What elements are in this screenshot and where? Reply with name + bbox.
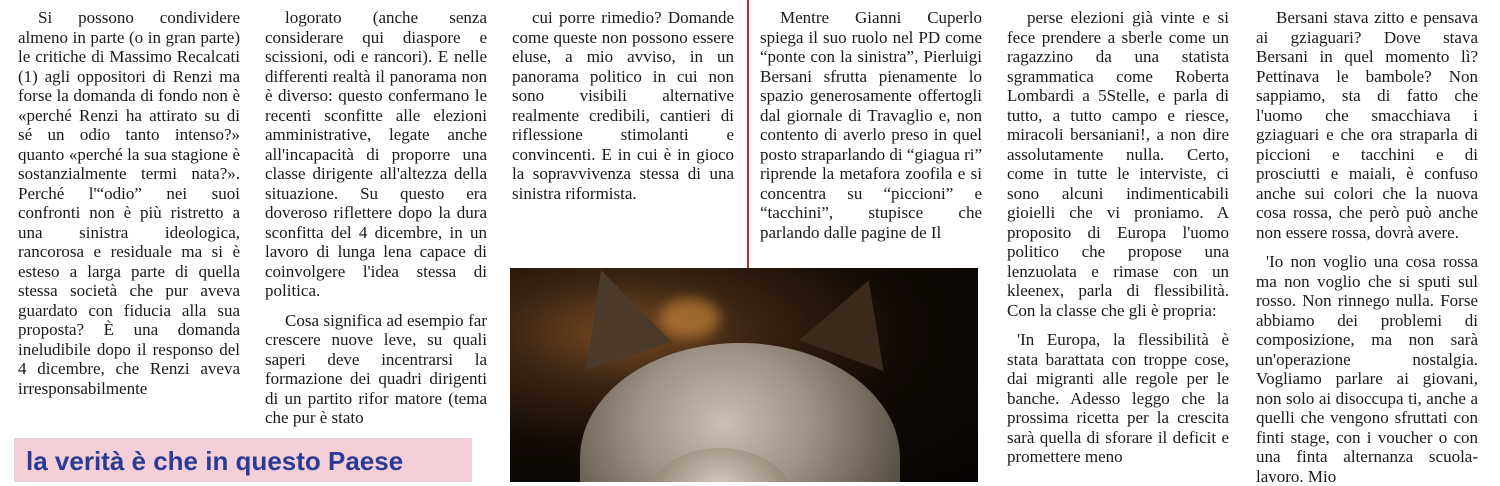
paragraph: Si possono condividere almeno in parte (o in gran parte) le critiche di Massimo Recalcati (1) agli oppositori di Renzi ma forse la domanda di fondo non è «perché Renzi ha attirato su di sé un odio tanto intenso?» quanto «perché la sua stagione è sostanzialmente termi nata?». Perché l'“odio” nei suoi confronti non è più ristretto a una sinistra ideologica, rancorosa e residuale ma si è esteso a larga parte di quella stessa società che pur aveva guardato con fiducia alla sua proposta? È una domanda ineludibile dopo il responso del 4 dicembre, che Renzi aveva irresponsabilmente xyxy=(18,8,240,398)
paragraph: Cosa significa ad esempio far crescere nuove leve, su quali saperi deve incentrarsi la formazione dei quadri dirigenti di un partito rifor matore (tema che pur è stato xyxy=(265,310,487,427)
column-4 xyxy=(760,8,982,242)
paragraph: logorato (anche senza considerare qui diaspore e scissioni, odi e rancori). E nelle differenti realtà il panorama non è diverso: questo confermano le recenti sconfitte alle elezioni amministrative, legate anche all'incapacità di proporre una classe dirigente all'altezza della situazione. Su questo era doveroso riflettere dopo la dura sconfitta del 4 dicembre, in un lavoro di lunga lena capace di coinvolgere l'idea stessa di politica. xyxy=(265,8,487,300)
paragraph: perse elezioni già vinte e si fece prendere a sberle come un ragazzino da una statista sgrammatica come Roberta Lombardi a 5Stelle, e parla di tutto, a tutto campo e riesce, miracoli bersaniani!, a non dire assolutamente nulla. Certo, come in tutte le interviste, ci sono alcuni indimenticabili gioielli che vi proniamo. A proposito di Europa l'uomo politico che propose una lenzuolata e rimase con un kleenex, parla di flessibilità. Con la classe che gli è propria: xyxy=(1007,8,1229,320)
column-2 xyxy=(265,8,487,428)
pull-quote xyxy=(14,438,472,482)
cat-ear-right xyxy=(799,268,911,371)
paragraph: Bersani stava zitto e pensava ai gziaguari? Dove stava Bersani in quel momento lì? Pettinava le bambole? Non sappiamo, sta di fatto che l'uomo che smacchiava i gziaguari e che ora straparla di piccioni e tacchini e di prosciutti e maiali, è confuso anche sui colori che la nuova cosa rossa, che però può anche non essere rossa, dovrà avere. xyxy=(1256,8,1478,242)
paragraph: Mentre Gianni Cuperlo spiega il suo ruolo nel PD come “ponte con la sinistra”, Pierluigi Bersani sfrutta pienamente lo spazio generosamente offertogli dal giornale di Travaglio e, non contento di averlo preso in quel posto straparlando di “giagua ri” riprende la metafora zoofila e si concentra su “piccioni” e “tacchini”, stupisce che parlando dalle pagine de Il xyxy=(760,8,982,242)
column-5 xyxy=(1007,8,1229,467)
cat-muzzle xyxy=(645,448,795,482)
article-photo xyxy=(510,268,978,482)
paragraph: cui porre rimedio? Domande come queste non possono essere eluse, a mio avviso, in un panorama politico in cui non sono visibili alternative realmente credibili, cantieri di riflessione stimolanti e convincenti. E in cui è in gioco la sopravvivenza stessa di una sinistra riformista. xyxy=(512,8,734,203)
column-1 xyxy=(18,8,240,398)
quoted-paragraph: 'In Europa, la flessibilità è stata barattata con troppe cose, dai migranti alle regole per le banche. Adesso leggo che la prossima ricetta per la crescita sarà quella di sforare il deficit e promettere meno xyxy=(1007,330,1229,466)
column-6 xyxy=(1256,8,1478,486)
column-divider xyxy=(747,0,749,268)
light-glow xyxy=(660,298,720,338)
pull-quote-text: la verità è che in questo Paese xyxy=(26,446,404,476)
quoted-paragraph: 'Io non voglio una cosa rossa ma non voglio che si sputi sul rosso. Non rinnego nulla. Forse abbiamo dei problemi di composizione, ma non sarà un'operazione nostalgia. Vogliamo parlare ai giovani, non solo ai disoccupa ti, anche a quelli che vengono sfruttati con finti stage, con i voucher o con una finta alternanza scuola-lavoro. Mio xyxy=(1256,252,1478,486)
column-3 xyxy=(512,8,734,203)
cat-ear-left xyxy=(558,268,671,370)
cat-head xyxy=(580,343,900,482)
